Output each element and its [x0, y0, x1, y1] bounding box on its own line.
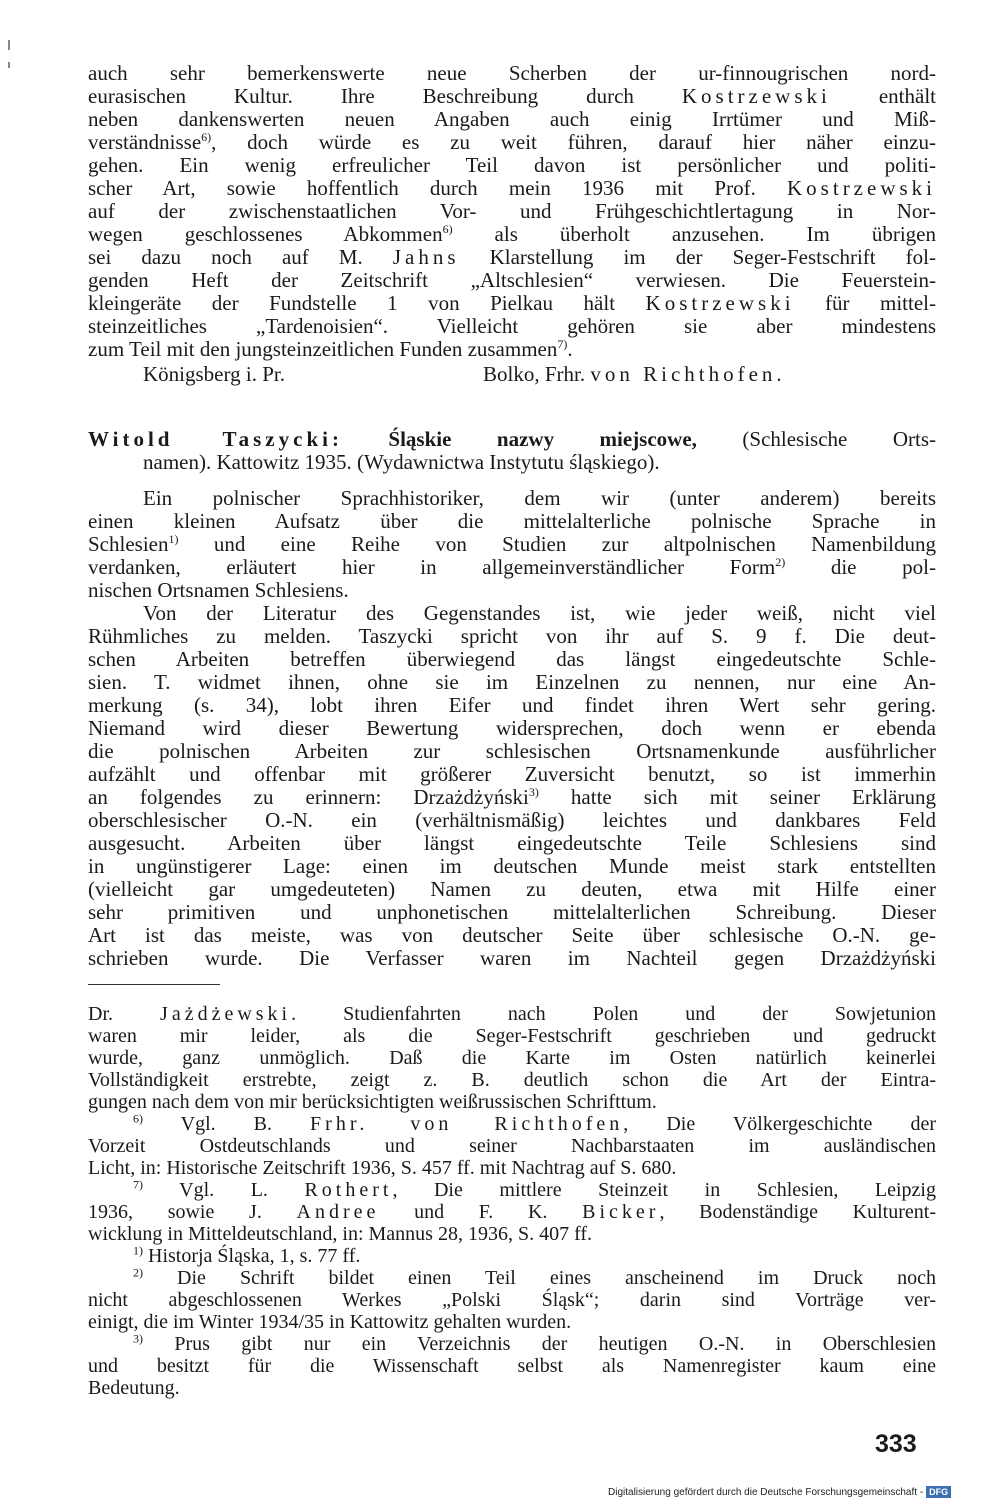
footnote-line: nicht abgeschlossenen Werkes „Polski Śląsk“; darin sind Vorträge ver- — [88, 1289, 936, 1311]
footnote-line: $^{1)}$ Historja Śląska, 1, s. 77 ff. — [133, 1243, 361, 1267]
scan-edge-mark — [8, 62, 10, 68]
footnote — [88, 1113, 936, 1179]
heading-title: Śląskie nazwy miejscowe, — [388, 427, 697, 451]
footnote-line: $^{2)}$ Die Schrift bildet einen Teil eines anscheinend im Druck noch — [133, 1265, 936, 1289]
text-line: Ein polnischer Sprachhistoriker, dem wir (unter anderem) bereits — [143, 486, 936, 510]
footnote-line: $^{6)}$ Vgl. B. Frhr. von Richthofen, Die Völkergeschichte der — [133, 1111, 936, 1135]
footnote — [88, 1179, 936, 1245]
spaced-name: Frhr. von Richthofen — [310, 1113, 624, 1135]
footnote-mark: 2) — [775, 555, 786, 569]
footnote-mark: 6) — [442, 222, 453, 236]
text-line: ausgesucht. Arbeiten über längst eingedeutschte Teile Schlesiens sind — [88, 831, 936, 855]
text-line: an folgendes zu erinnern: Drzażdżyński$^{3)}$ hatte sich mit seiner Erklärung — [88, 785, 936, 809]
footnote-rule — [88, 984, 220, 985]
heading-rest: (Schlesische Orts- — [742, 427, 936, 451]
text-line: Art ist das meiste, was von deutscher Seite über schlesische O.-N. ge- — [88, 923, 936, 947]
text-line: die polnischen Arbeiten zur schlesischen Ortsnamenkunde ausführlicher — [88, 739, 936, 763]
text-line: verständnisse$^{6)}$, doch würde es zu weit führen, darauf hier näher einzu- — [88, 130, 936, 154]
text-line: Von der Literatur des Gegenstandes ist, wie jeder weiß, nicht viel — [143, 601, 936, 625]
text-line: (vielleicht gar umgedeuteten) Namen zu deuten, etwa mit Hilfe einer — [88, 877, 936, 901]
footnote-line: gungen nach dem von mir berücksichtigten weißrussischen Schrifttum. — [88, 1091, 657, 1113]
text-line: neben dankenswerten neuen Angaben auch einig Irrtümer und Miß- — [88, 107, 936, 131]
footnote-mark: 6) — [133, 1111, 143, 1126]
text-line: gehen. Ein wenig erfreulicher Teil davon ist persönlicher und politi- — [88, 153, 936, 177]
text-line: sehr primitiven und unphonetischen mittelalterlichen Schreibung. Dieser — [88, 900, 936, 924]
footnote-line: $^{3)}$ Prus gibt nur ein Verzeichnis der heutigen O.-N. in Oberschlesien — [133, 1331, 936, 1355]
footnote-line: Vorzeit Ostdeutschlands und seiner Nachbarstaaten im ausländischen — [88, 1135, 936, 1157]
signature-name: Bolko, Frhr. von Richthofen. — [483, 362, 782, 386]
spaced-name: Andree — [296, 1201, 380, 1223]
review-heading — [88, 428, 936, 474]
footnote-mark: 1) — [168, 532, 179, 546]
footer-text: Digitalisierung gefördert durch die Deutsche Forschungsgemeinschaft - — [608, 1487, 924, 1498]
footnote-mark: 7) — [133, 1177, 143, 1192]
text-line: verdanken, erläutert hier in allgemeinverständlicher Form$^{2)}$ die pol- — [88, 555, 936, 579]
text-line: auf der zwischenstaatlichen Vor- und Frühgeschichtlertagung in Nor- — [88, 199, 936, 223]
text-line: zum Teil mit den jungsteinzeitlichen Funden zusammen$^{7)}$. — [88, 337, 573, 361]
text-line: sien. T. widmet ihnen, ohne sie im Einzelnen zu nennen, nur eine An- — [88, 670, 936, 694]
text-line: scher Art, sowie hoffentlich durch mein 1936 mit Prof. Kostrzewski — [88, 176, 936, 200]
text-line: Rühmliches zu melden. Taszycki spricht von ihr auf S. 9 f. Die deut- — [88, 624, 936, 648]
spaced-name: Kostrzewski — [681, 84, 831, 108]
text-line: Schlesien$^{1)}$ und eine Reihe von Studien zur altpolnischen Namenbildung — [88, 532, 936, 556]
spaced-name: Kostrzewski — [645, 291, 795, 315]
text-line: einen kleinen Aufsatz über die mittelalterliche polnische Sprache in — [88, 509, 936, 533]
text-line: sei dazu noch auf M. Jahns Klarstellung im der Seger-Festschrift fol- — [88, 245, 937, 269]
scan-edge-mark — [8, 40, 10, 50]
text-line: oberschlesischer O.-N. ein (verhältnismäßig) leichtes und dankbares Feld — [88, 808, 936, 832]
review-continuation — [88, 62, 936, 361]
footnote-mark: 1) — [133, 1243, 143, 1258]
text-line: merkung (s. 34), lobt ihren Eifer und findet ihren Wert sehr gering. — [88, 693, 936, 717]
footnote — [88, 1245, 936, 1267]
footnote-line: und besitzt für die Wissenschaft selbst als Namenregister kaum eine — [88, 1355, 936, 1377]
footnote-line: wicklung in Mitteldeutschland, in: Mannus 28, 1936, S. 407 ff. — [88, 1223, 593, 1245]
text-line: steinzeitliches „Tardenoisien“. Vielleicht gehören sie aber mindestens — [88, 314, 936, 338]
footnote — [88, 1333, 936, 1399]
footnote-mark: 6) — [201, 130, 212, 144]
footnote-line: wurde, ganz unmöglich. Daß die Karte im Osten natürlich keinerlei — [88, 1047, 936, 1069]
text-line: wegen geschlossenes Abkommen$^{6)}$ als überholt anzusehen. Im übrigen — [88, 222, 936, 246]
footnote-line: Licht, in: Historische Zeitschrift 1936, S. 457 ff. mit Nachtrag auf S. 680. — [88, 1157, 677, 1179]
text-line: schen Arbeiten betreffen überwiegend das längst eingedeutschte Schle- — [88, 647, 936, 671]
heading-author: Witold Taszycki: — [88, 427, 343, 451]
spaced-name: Jahns — [392, 245, 460, 269]
page-number: 333 — [875, 1430, 917, 1458]
text-line: genden Heft der Zeitschrift „Altschlesien“ verwiesen. Die Feuerstein- — [88, 268, 936, 292]
footnote-mark: 3) — [528, 785, 539, 799]
footnote-mark: 7) — [557, 337, 568, 351]
footnote-line: waren mir leider, als die Seger-Festschrift geschrieben und gedruckt — [88, 1025, 936, 1047]
footnote-line: Vollständigkeit erstrebte, zeigt z. B. deutlich schon die Art der Eintra- — [88, 1069, 936, 1091]
footnote — [88, 1267, 936, 1333]
text-line: in ungünstigerer Lage: einen im deutschen Munde meist stark entstellten — [88, 854, 936, 878]
footnote-line: Bedeutung. — [88, 1377, 180, 1399]
review-signature — [88, 363, 936, 386]
footnote-mark: 3) — [133, 1331, 143, 1346]
spaced-name: von Richthofen — [590, 362, 777, 386]
text-line: kleingeräte der Fundstelle 1 von Pielkau hält Kostrzewski für mittel- — [88, 291, 936, 315]
signature-place: Königsberg i. Pr. — [143, 362, 285, 386]
spaced-name: Bicker — [582, 1201, 660, 1223]
text-line: eurasischen Kultur. Ihre Beschreibung durch Kostrzewski enthält — [88, 84, 936, 108]
footnote-mark: 2) — [133, 1265, 143, 1280]
footnote-line: einigt, die im Winter 1934/35 in Kattowitz gehalten wurden. — [88, 1311, 572, 1333]
footnote-line: Dr. Jażdżewski. Studienfahrten nach Polen und der Sowjetunion — [88, 1003, 936, 1025]
digitization-footer — [608, 1486, 951, 1498]
spaced-name: Rothert — [304, 1179, 393, 1201]
footnote-line: 1936, sowie J. Andree und F. K. Bicker, Bodenständige Kulturent- — [88, 1201, 936, 1223]
spaced-name: Jażdżewski — [160, 1003, 292, 1025]
footnote-line: $^{7)}$ Vgl. L. Rothert, Die mittlere Steinzeit in Schlesien, Leipzig — [133, 1177, 936, 1201]
footnotes — [88, 1003, 936, 1399]
spaced-name: Kostrzewski — [787, 176, 936, 200]
text-line: aufzählt und offenbar mit größerer Zuversicht benutzt, so ist immerhin — [88, 762, 936, 786]
text-line: nischen Ortsnamen Schlesiens. — [88, 578, 349, 602]
page-text — [88, 62, 936, 1399]
text-line: auch sehr bemerkenswerte neue Scherben der ur-finnougrischen nord- — [88, 61, 936, 85]
review-paragraph-2 — [88, 602, 936, 970]
footnote — [88, 1003, 936, 1113]
dfg-logo: DFG — [926, 1486, 951, 1498]
heading-line2: namen). Kattowitz 1935. (Wydawnictwa Instytutu śląskiego). — [143, 450, 660, 474]
text-line: schrieben wurde. Die Verfasser waren im Nachteil gegen Drzażdżyński — [88, 946, 936, 970]
text-line: Niemand wird dieser Bewertung widersprechen, doch wenn er ebenda — [88, 716, 936, 740]
review-paragraph-1 — [88, 487, 936, 602]
